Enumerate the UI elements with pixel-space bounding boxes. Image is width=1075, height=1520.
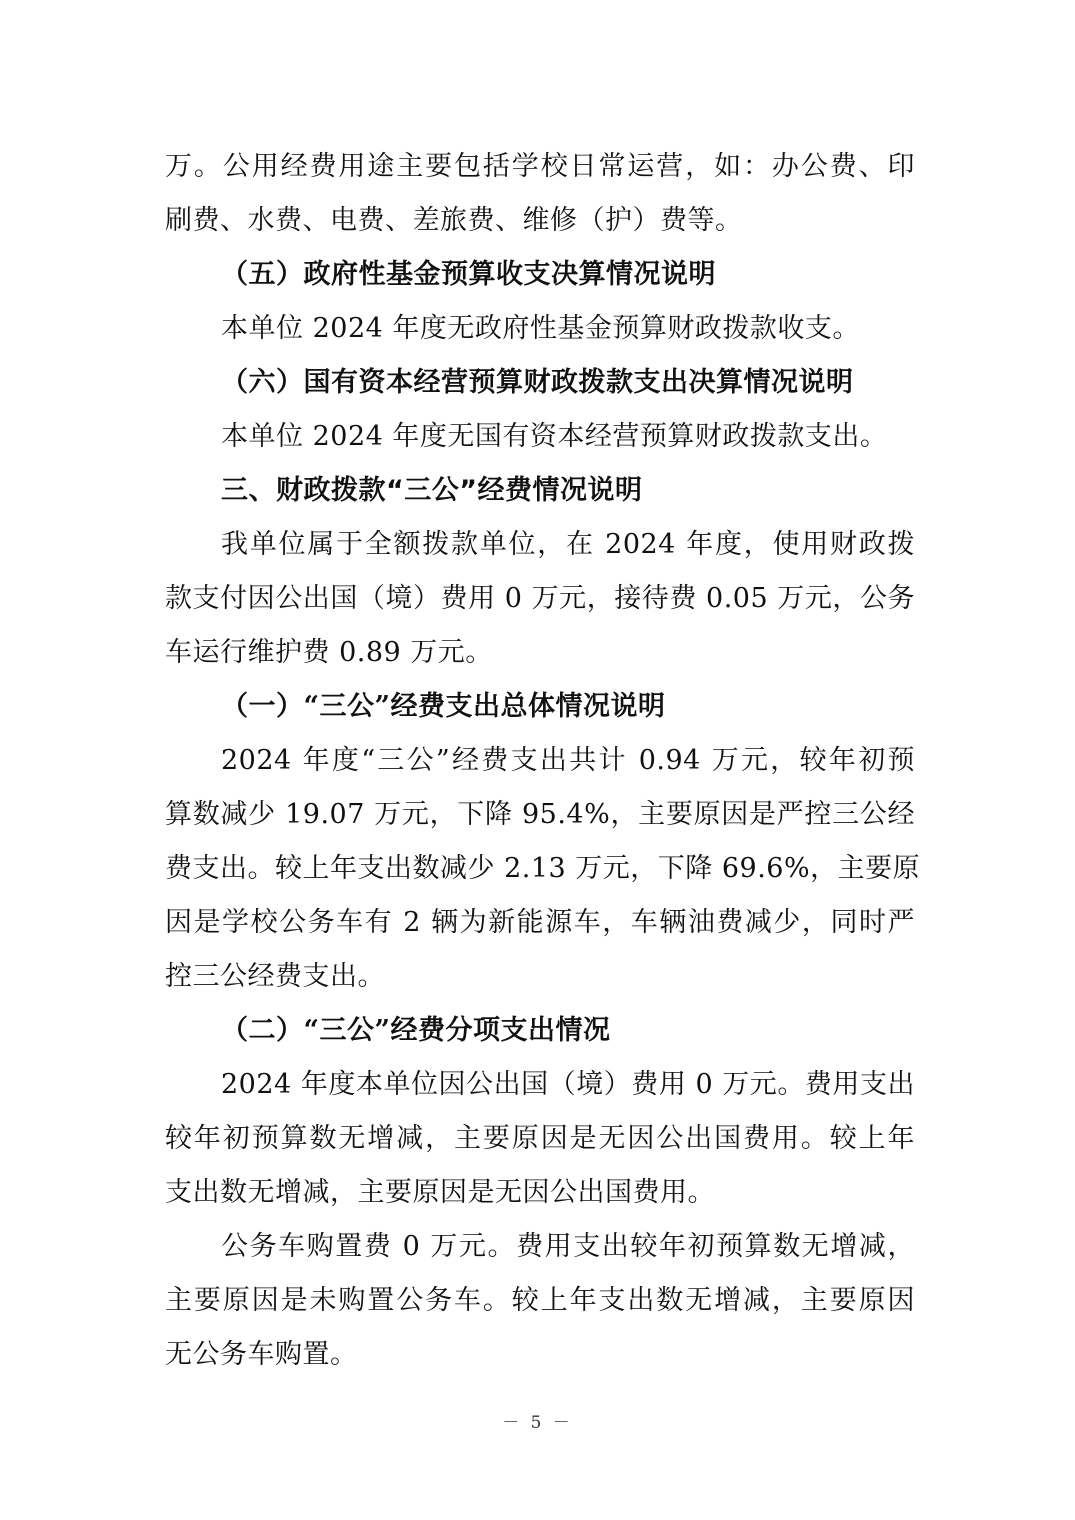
paragraph-line: 我单位属于全额拨款单位，在 2024 年度，使用财政拨 bbox=[221, 529, 915, 560]
section-subheading-1: （一）“三公”经费支出总体情况说明 bbox=[221, 691, 666, 722]
paragraph-line: 本单位 2024 年度无国有资本经营预算财政拨款支出。 bbox=[221, 421, 888, 452]
paragraph-line: 主要原因是未购置公务车。较上年支出数无增减，主要原因 bbox=[165, 1285, 915, 1316]
page-number: － 5 － bbox=[502, 1413, 573, 1433]
paragraph-line: 刷费、水费、电费、差旅费、维修（护）费等。 bbox=[165, 205, 743, 236]
paragraph-line: 2024 年度本单位因公出国（境）费用 0 万元。费用支出 bbox=[221, 1069, 915, 1100]
paragraph-line: 本单位 2024 年度无政府性基金预算财政拨款收支。 bbox=[221, 313, 860, 344]
paragraph-line: 费支出。较上年支出数减少 2.13 万元，下降 69.6%，主要原 bbox=[165, 853, 921, 884]
section-subheading-2: （二）“三公”经费分项支出情况 bbox=[221, 1015, 611, 1046]
paragraph-line: 车运行维护费 0.89 万元。 bbox=[165, 637, 493, 668]
paragraph-line: 算数减少 19.07 万元，下降 95.4%，主要原因是严控三公经 bbox=[165, 799, 915, 830]
paragraph-line: 万。公用经费用途主要包括学校日常运营，如：办公费、印 bbox=[165, 151, 915, 182]
section-subheading-6: （六）国有资本经营预算财政拨款支出决算情况说明 bbox=[221, 367, 854, 398]
paragraph-line: 无公务车购置。 bbox=[165, 1339, 358, 1370]
paragraph-line: 支出数无增减，主要原因是无因公出国费用。 bbox=[165, 1177, 715, 1208]
document-body bbox=[165, 140, 921, 1382]
paragraph-line: 款支付因公出国（境）费用 0 万元，接待费 0.05 万元，公务 bbox=[165, 583, 915, 614]
paragraph-line: 因是学校公务车有 2 辆为新能源车，车辆油费减少，同时严 bbox=[165, 907, 915, 938]
paragraph-line: 较年初预算数无增减，主要原因是无因公出国费用。较上年 bbox=[165, 1123, 915, 1154]
paragraph-line: 公务车购置费 0 万元。费用支出较年初预算数无增减， bbox=[221, 1231, 915, 1262]
section-subheading-5: （五）政府性基金预算收支决算情况说明 bbox=[221, 259, 716, 290]
section-heading-3: 三、财政拨款“三公”经费情况说明 bbox=[221, 475, 643, 506]
paragraph-line: 2024 年度“三公”经费支出共计 0.94 万元，较年初预 bbox=[221, 745, 915, 776]
paragraph-line: 控三公经费支出。 bbox=[165, 961, 385, 992]
